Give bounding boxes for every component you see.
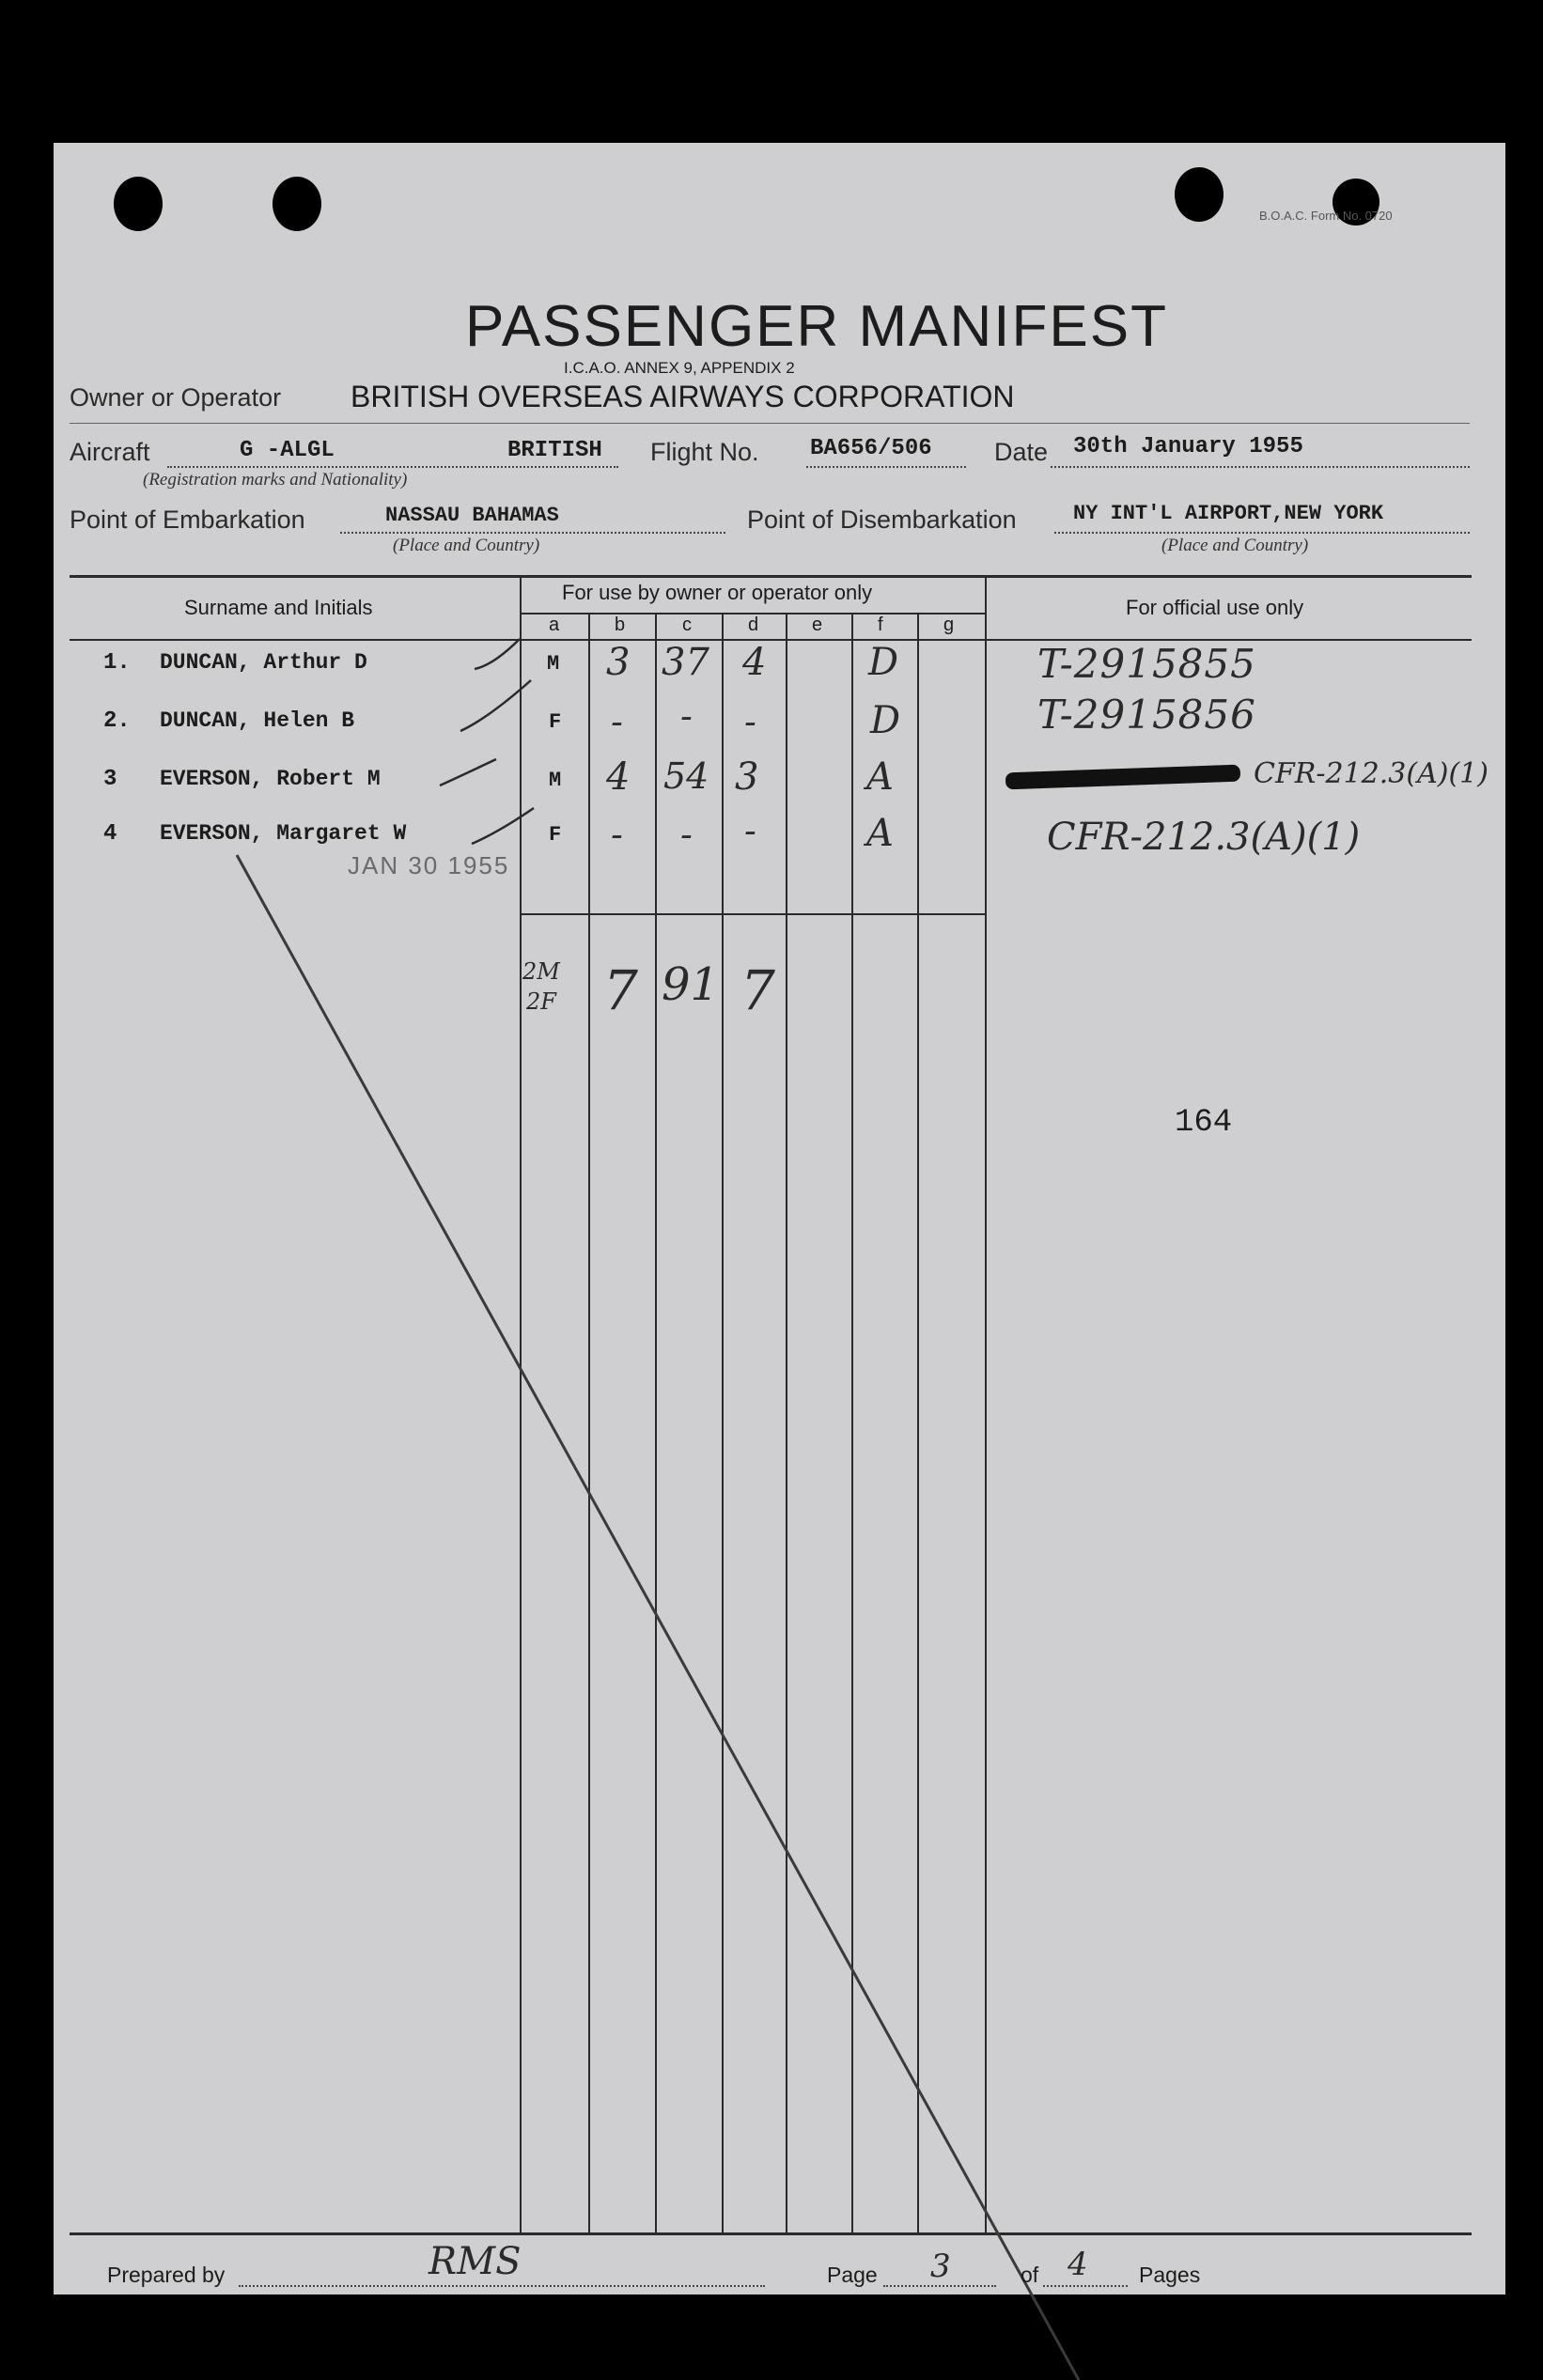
passenger-name: DUNCAN, Arthur D bbox=[160, 650, 367, 675]
row-number: 1. bbox=[103, 650, 131, 676]
subcol-d: d bbox=[748, 614, 759, 635]
aircraft-nationality: BRITISH bbox=[507, 438, 602, 463]
embarkation-label: Point of Embarkation bbox=[70, 506, 305, 534]
cell-b: 4 bbox=[606, 755, 631, 799]
col-surname-header: Surname and Initials bbox=[184, 596, 373, 619]
total-d: 7 bbox=[740, 958, 775, 1022]
date-label: Date bbox=[994, 438, 1049, 466]
cell-b: - bbox=[611, 814, 623, 855]
subcol-b: b bbox=[615, 614, 626, 635]
subcol-f: f bbox=[878, 614, 883, 635]
cell-c: - bbox=[680, 695, 693, 737]
official-entry: T-2915856 bbox=[1037, 692, 1256, 738]
flight-label: Flight No. bbox=[650, 438, 759, 466]
page-number-stamp: 164 bbox=[1175, 1105, 1233, 1141]
date-value: 30th January 1955 bbox=[1073, 434, 1303, 459]
cell-f: D bbox=[868, 641, 899, 684]
date-stamp: JAN 30 1955 bbox=[348, 851, 510, 879]
cell-d: 3 bbox=[735, 755, 759, 799]
cell-f: A bbox=[866, 812, 894, 855]
subcol-c: c bbox=[682, 614, 692, 635]
aircraft-value: G -ALGL bbox=[240, 438, 335, 463]
official-entry: T-2915855 bbox=[1037, 641, 1256, 687]
total-a-male: 2M bbox=[522, 958, 560, 985]
page-subtitle: I.C.A.O. ANNEX 9, APPENDIX 2 bbox=[564, 359, 795, 377]
row-number: 2. bbox=[103, 708, 131, 734]
cell-a: F bbox=[549, 710, 562, 734]
page-label: Page bbox=[827, 2263, 878, 2287]
aircraft-label: Aircraft bbox=[70, 438, 150, 466]
embarkation-value: NASSAU BAHAMAS bbox=[385, 504, 559, 527]
cell-b: - bbox=[611, 701, 623, 742]
cell-f: A bbox=[866, 755, 894, 799]
disembarkation-note: (Place and Country) bbox=[1161, 536, 1309, 555]
total-a-female: 2F bbox=[526, 988, 556, 1015]
disembarkation-value: NY INT'L AIRPORT,NEW YORK bbox=[1073, 502, 1384, 525]
owner-label: Owner or Operator bbox=[70, 383, 282, 412]
official-entry: CFR-212.3(A)(1) bbox=[1047, 816, 1361, 859]
disembarkation-label: Point of Disembarkation bbox=[747, 506, 1017, 534]
page-value: 3 bbox=[930, 2248, 951, 2285]
passenger-name: EVERSON, Margaret W bbox=[160, 821, 407, 846]
embarkation-note: (Place and Country) bbox=[393, 536, 540, 555]
cell-a: M bbox=[547, 652, 560, 676]
subcol-e: e bbox=[812, 614, 823, 635]
total-c: 91 bbox=[662, 958, 720, 1011]
cell-d: 4 bbox=[742, 641, 767, 684]
cell-c: 54 bbox=[663, 755, 709, 797]
cell-d: - bbox=[744, 701, 756, 742]
passenger-name: EVERSON, Robert M bbox=[160, 767, 381, 791]
subcol-g: g bbox=[943, 614, 955, 635]
col-owner-header: For use by owner or operator only bbox=[562, 581, 873, 604]
cell-f: D bbox=[870, 699, 901, 742]
cell-a: M bbox=[549, 769, 562, 792]
aircraft-note: (Registration marks and Nationality) bbox=[143, 470, 408, 490]
of-label: of bbox=[1021, 2263, 1039, 2287]
cell-c: 37 bbox=[662, 641, 709, 684]
total-b: 7 bbox=[603, 958, 638, 1022]
subcol-a: a bbox=[549, 614, 560, 635]
row-number: 4 bbox=[103, 821, 117, 847]
total-pages-value: 4 bbox=[1068, 2246, 1088, 2283]
row-number: 3 bbox=[103, 767, 117, 792]
pages-label: Pages bbox=[1139, 2263, 1201, 2287]
cell-d: - bbox=[744, 810, 756, 851]
prepared-by-label: Prepared by bbox=[107, 2263, 226, 2287]
passenger-name: DUNCAN, Helen B bbox=[160, 708, 355, 733]
form-code: B.O.A.C. Form No. 0720 bbox=[1259, 209, 1393, 223]
cell-a: F bbox=[549, 823, 562, 847]
cell-c: - bbox=[680, 814, 693, 855]
owner-value: BRITISH OVERSEAS AIRWAYS CORPORATION bbox=[351, 380, 1015, 413]
col-official-header: For official use only bbox=[1126, 596, 1304, 619]
page-title: PASSENGER MANIFEST bbox=[465, 294, 1168, 359]
flight-value: BA656/506 bbox=[810, 436, 932, 461]
cell-b: 3 bbox=[606, 641, 631, 684]
prepared-by-value: RMS bbox=[429, 2240, 522, 2283]
official-entry: CFR-212.3(A)(1) bbox=[1254, 757, 1488, 790]
